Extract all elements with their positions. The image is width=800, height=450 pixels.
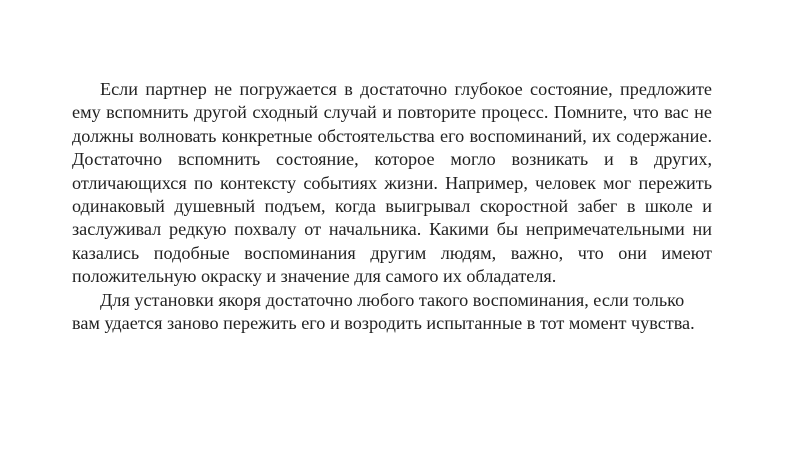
paragraph-2: Для установки якоря достаточно любого такого воспоминания, если только вам удается заново пережить его и возродить испытанные в тот момент чувства. [72, 289, 695, 334]
paragraph-1: Если партнер не погружается в достаточно глубокое состояние, предложите ему вспомнить другой сходный случай и повторите процесс. Помните, что вас не должны волновать конкретные обстоятельства его воспоминаний, их содержание. Достаточно вспомнить состояние, которое могло возникать и в других, отличающихся по контексту событиях жизни. Например, человек мог пережить одинаковый душевный подъем, когда выигрывал скоростной забег в школе и заслуживал редкую похвалу от начальника. Какими бы непримечательными ни казались подобные воспоминания другим людям, важно, что они имеют положительную окраску и значение для самого их обладателя. [72, 79, 712, 287]
document-page [72, 78, 712, 335]
